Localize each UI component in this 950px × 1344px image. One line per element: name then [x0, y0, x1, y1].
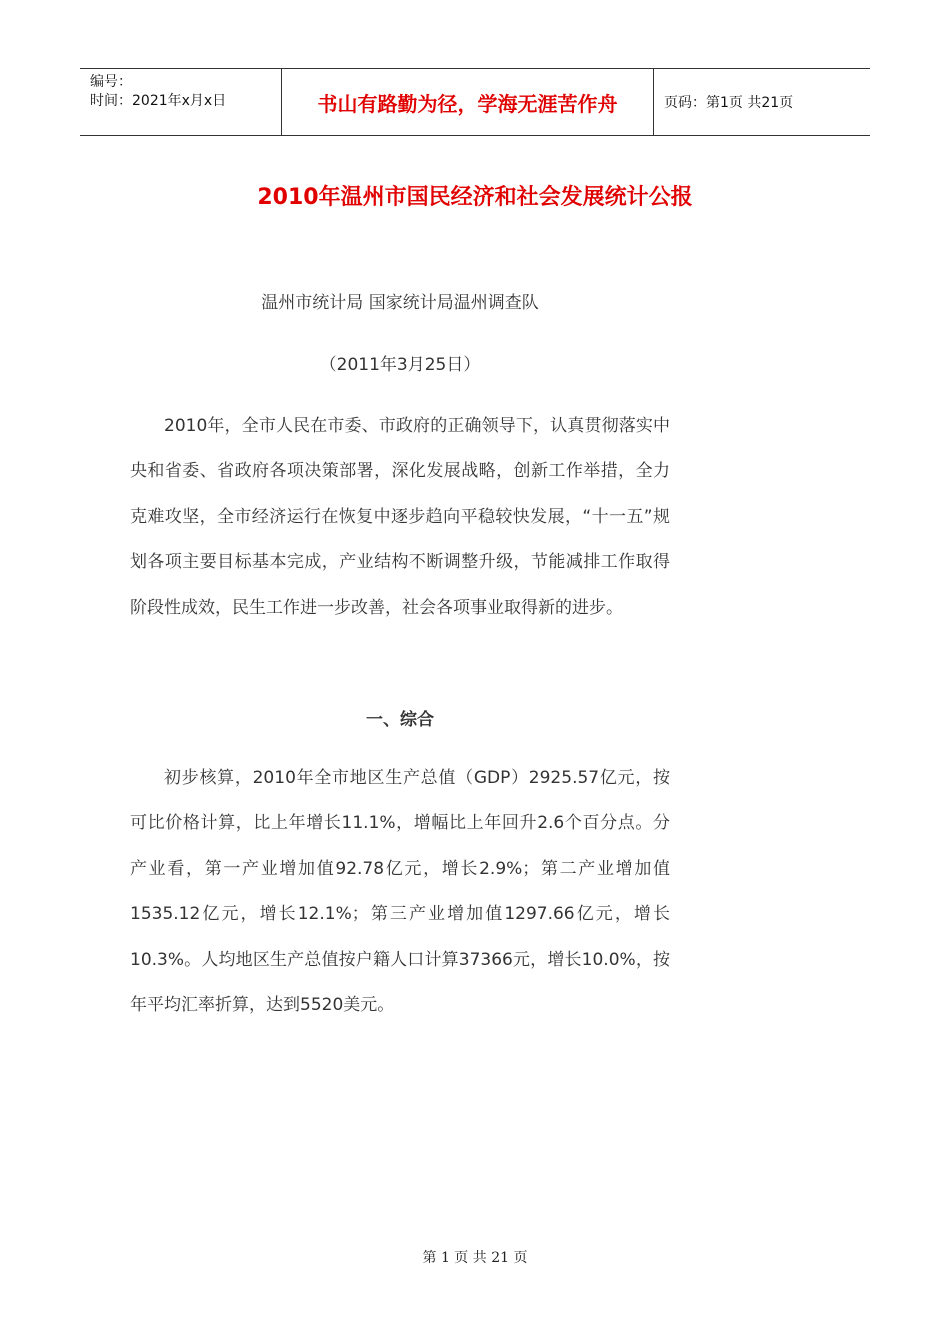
time-label: 时间：2021年x月x日	[90, 93, 227, 109]
header-page-cell	[654, 69, 870, 135]
page-info: 页码：第1页 共21页	[664, 95, 794, 111]
header-meta-cell	[80, 69, 282, 135]
page-footer: 第 1 页 共 21 页	[422, 1250, 528, 1266]
section-heading: 一、综合	[366, 710, 434, 730]
header-table	[80, 68, 870, 136]
intro-paragraph: 2010年，全市人民在市委、市政府的正确领导下，认真贯彻落实中央和省委、省政府各项决策部署，深化发展战略，创新工作举措，全力克难攻坚，全市经济运行在恢复中逐步趋向平稳较快发展，“十一五”规划各项主要目标基本完成，产业结构不断调整升级，节能减排工作取得阶段性成效，民生工作进一步改善，社会各项事业取得新的进步。	[130, 416, 670, 618]
number-label: 编号：	[90, 74, 132, 90]
document-date: （2011年3月25日）	[319, 355, 481, 375]
document-title: 2010年温州市国民经济和社会发展统计公报	[257, 185, 693, 210]
section-paragraph: 初步核算，2010年全市地区生产总值（GDP）2925.57亿元，按可比价格计算，比上年增长11.1%，增幅比上年回升2.6个百分点。分产业看，第一产业增加值92.78亿元，增长2.9%；第二产业增加值1535.12亿元，增长12.1%；第三产业增加值1297.66亿元，增长10.3%。人均地区生产总值按户籍人口计算37366元，增长10.0%，按年平均汇率折算，达到5520美元。	[130, 768, 670, 1016]
header-motto-cell	[282, 69, 654, 135]
motto-text: 书山有路勤为径，学海无涯苦作舟	[317, 91, 618, 116]
document-authors: 温州市统计局 国家统计局温州调查队	[261, 293, 539, 313]
